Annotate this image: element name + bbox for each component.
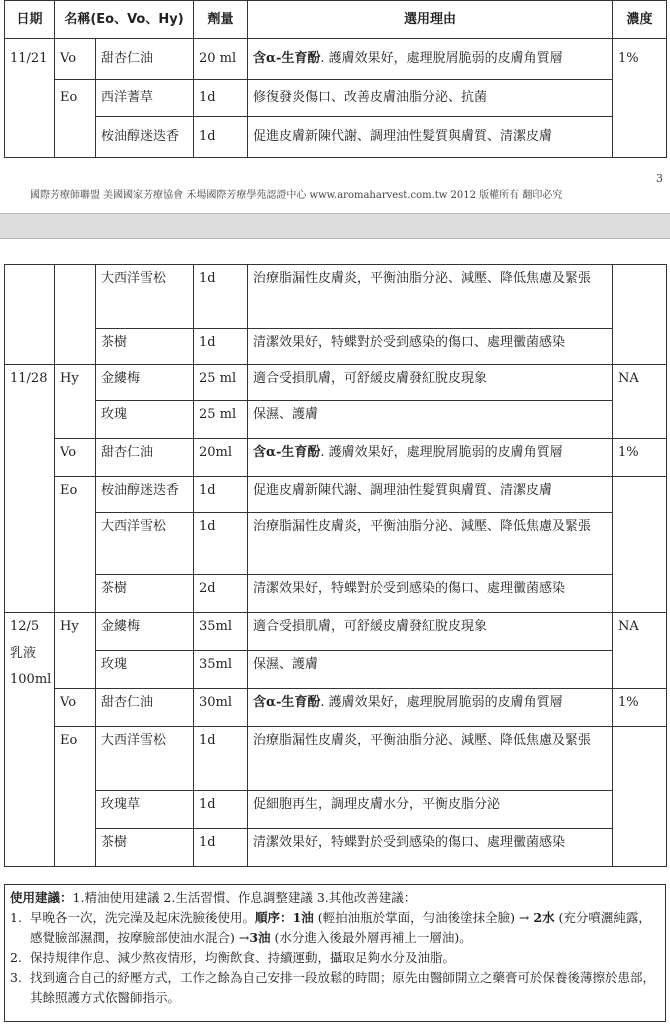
note-text: 找到適合自己的紓壓方式，工作之餘為自己安排一段放鬆的時間；原先由醫師開立之藥膏可於保養後薄擦於患部，其餘照護方式依醫師指示。	[30, 970, 656, 1005]
reason-cell: 治療脂漏性皮膚炎，平衡油脂分泌、減壓、降低焦慮及緊張	[248, 513, 613, 575]
concentration-cell: NA	[613, 365, 667, 439]
page-footer: 國際芳療師聯盟 美國國家芳療協會 禾場國際芳療學苑認證中心 www.aromaharvest.com.tw 2012 版權所有 翻印必究	[30, 190, 563, 201]
type-cell: Vo	[55, 39, 96, 80]
reason-text: . 護膚效果好，處理脫屑脆弱的皮膚角質層	[320, 445, 563, 460]
dose-cell: 1d	[194, 117, 248, 158]
reason-cell: 適合受損肌膚，可舒緩皮膚發紅脫皮現象	[248, 365, 613, 401]
ingredient-name: 大西洋雪松	[96, 513, 194, 575]
date-cell	[5, 265, 55, 365]
recipe-table-page1	[4, 0, 667, 158]
date-cell: 11/21	[5, 39, 55, 158]
ingredient-name: 金縷梅	[96, 365, 194, 401]
table-row	[5, 80, 667, 117]
ingredient-name: 甜杏仁油	[96, 39, 194, 80]
table-row	[5, 365, 667, 401]
reason-cell	[248, 689, 613, 727]
dose-cell: 2d	[194, 575, 248, 613]
dose-cell: 1d	[194, 477, 248, 513]
reason-cell: 治療脂漏性皮膚炎，平衡油脂分泌、減壓、降低焦慮及緊張	[248, 265, 613, 329]
table-row	[5, 477, 667, 513]
ingredient-name: 茶樹	[96, 829, 194, 867]
reason-cell: 促細胞再生，調理皮膚水分，平衡皮脂分泌	[248, 791, 613, 829]
reason-cell: 治療脂漏性皮膚炎，平衡油脂分泌、減壓、降低焦慮及緊張	[248, 727, 613, 791]
notes-intro: 1.精油使用建議 2.生活習慣、作息調整建議 3.其他改善建議：	[72, 890, 417, 905]
type-cell: Eo	[55, 80, 96, 158]
ingredient-name: 甜杏仁油	[96, 689, 194, 727]
ingredient-name: 玫瑰	[96, 651, 194, 689]
ingredient-name: 金縷梅	[96, 613, 194, 651]
concentration-cell: 1%	[613, 39, 667, 158]
table-row	[5, 439, 667, 477]
reason-text: . 護膚效果好，處理脫屑脆弱的皮膚角質層	[320, 695, 563, 710]
dose-cell: 1d	[194, 791, 248, 829]
reason-cell: 保濕、護膚	[248, 651, 613, 689]
dose-cell: 20 ml	[194, 39, 248, 80]
date-note-volume: 100ml	[10, 672, 52, 687]
note-text-part: 早晚各一次，洗完澡及起床洗臉後使用。	[30, 910, 256, 925]
reason-cell: 促進皮膚新陳代謝、調理油性髮質與膚質、清潔皮膚	[248, 477, 613, 513]
header-date: 日期	[5, 1, 55, 39]
note-text-part: (輕拍油瓶於掌面，勻油後塗抹全臉) →	[313, 910, 534, 925]
table-row	[5, 117, 667, 158]
page-number: 3	[656, 172, 663, 185]
usage-notes	[4, 884, 666, 1022]
concentration-cell	[613, 477, 667, 613]
reason-cell: 清潔效果好，特蝶對於受到感染的傷口、處理黴菌感染	[248, 829, 613, 867]
note-number: 1.	[10, 910, 22, 925]
ingredient-name: 茶樹	[96, 575, 194, 613]
ingredient-name: 玫瑰草	[96, 791, 194, 829]
note-text: 保持規律作息、減少熬夜情形，均衡飲食、持續運動，攝取足夠水分及油脂。	[30, 950, 456, 965]
header-dose: 劑量	[194, 1, 248, 39]
table-row	[5, 401, 667, 439]
table-row	[5, 265, 667, 329]
concentration-cell: 1%	[613, 689, 667, 727]
notes-header	[10, 888, 660, 908]
reason-cell: 保濕、護膚	[248, 401, 613, 439]
page-1	[0, 0, 670, 222]
header-reason: 選用理由	[248, 1, 613, 39]
ingredient-name: 桉油醇迷迭香	[96, 477, 194, 513]
type-cell	[55, 265, 96, 365]
page-separator	[0, 213, 670, 239]
dose-cell: 35ml	[194, 651, 248, 689]
reason-cell	[248, 439, 613, 477]
table-row	[5, 513, 667, 575]
note-item	[10, 908, 660, 948]
table-row	[5, 329, 667, 365]
reason-emphasis: 含α-生育酚	[253, 695, 321, 710]
note-text-emphasis: 2水	[533, 910, 555, 925]
concentration-cell	[613, 727, 667, 867]
table-row	[5, 613, 667, 651]
note-text	[30, 908, 660, 948]
concentration-cell: 1%	[613, 439, 667, 477]
dose-cell: 25 ml	[194, 365, 248, 401]
reason-emphasis: 含α-生育酚	[253, 51, 321, 66]
type-cell: Vo	[55, 689, 96, 727]
dose-cell: 30ml	[194, 689, 248, 727]
ingredient-name: 桉油醇迷迭香	[96, 117, 194, 158]
table-row	[5, 689, 667, 727]
table-row	[5, 727, 667, 791]
date-note-lotion: 乳液	[10, 646, 37, 661]
table-row	[5, 575, 667, 613]
ingredient-name: 大西洋雪松	[96, 727, 194, 791]
reason-cell: 修復發炎傷口、改善皮膚油脂分泌、抗菌	[248, 80, 613, 117]
reason-emphasis: 含α-生育酚	[253, 445, 321, 460]
header-concentration: 濃度	[613, 1, 667, 39]
header-name: 名稱(Eo、Vo、Hy)	[55, 1, 194, 39]
reason-cell: 清潔效果好，特蝶對於受到感染的傷口、處理黴菌感染	[248, 575, 613, 613]
type-cell: Vo	[55, 439, 96, 477]
note-item	[10, 968, 660, 1008]
dose-cell: 20ml	[194, 439, 248, 477]
dose-cell: 1d	[194, 513, 248, 575]
note-item	[10, 948, 660, 968]
dose-cell: 35ml	[194, 613, 248, 651]
reason-text: . 護膚效果好，處理脫屑脆弱的皮膚角質層	[320, 51, 563, 66]
note-text-part: (水分進入後最外層再補上一層油)。	[270, 930, 472, 945]
note-number: 2.	[10, 950, 22, 965]
type-cell: Hy	[55, 613, 96, 689]
date-cell: 11/28	[5, 365, 55, 613]
type-cell: Eo	[55, 727, 96, 867]
reason-cell: 促進皮膚新陳代謝、調理油性髮質與膚質、清潔皮膚	[248, 117, 613, 158]
dose-cell: 1d	[194, 265, 248, 329]
concentration-cell	[613, 265, 667, 365]
notes-title: 使用建議：	[10, 890, 73, 905]
ingredient-name: 甜杏仁油	[96, 439, 194, 477]
dose-cell: 1d	[194, 329, 248, 365]
table-row	[5, 651, 667, 689]
table-row	[5, 39, 667, 80]
recipe-table-page2	[4, 264, 667, 867]
type-cell: Eo	[55, 477, 96, 613]
note-text-emphasis: 3油	[249, 930, 271, 945]
reason-cell: 適合受損肌膚，可舒緩皮膚發紅脫皮現象	[248, 613, 613, 651]
dose-cell: 1d	[194, 829, 248, 867]
ingredient-name: 玫瑰	[96, 401, 194, 439]
table-header-row	[5, 1, 667, 39]
note-number: 3.	[10, 970, 22, 985]
type-cell: Hy	[55, 365, 96, 439]
table-row	[5, 791, 667, 829]
ingredient-name: 大西洋雪松	[96, 265, 194, 329]
dose-cell: 1d	[194, 727, 248, 791]
note-text-part: (充分噴灑純露，感覺臉部濕潤，按摩臉部使油水混合) →	[30, 910, 651, 945]
date-value: 12/5	[10, 619, 40, 634]
concentration-cell: NA	[613, 613, 667, 689]
ingredient-name: 西洋蓍草	[96, 80, 194, 117]
reason-cell	[248, 39, 613, 80]
table-row	[5, 829, 667, 867]
dose-cell: 1d	[194, 80, 248, 117]
reason-cell: 清潔效果好，特蝶對於受到感染的傷口、處理黴菌感染	[248, 329, 613, 365]
dose-cell: 25 ml	[194, 401, 248, 439]
ingredient-name: 茶樹	[96, 329, 194, 365]
date-cell	[5, 613, 55, 867]
note-text-emphasis: 順序：1油	[255, 910, 314, 925]
